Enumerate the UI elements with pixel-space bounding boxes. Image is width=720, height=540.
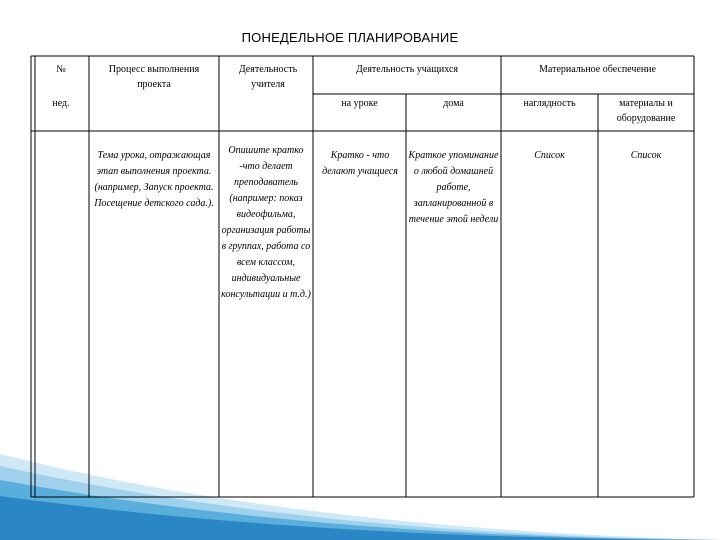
- cell-teacher-activity: Опишите кратко -что делает преподаватель (например: показ видеофильма, организация работы в группах, работа со всем классом, индивидуальные консультации и т.д.): [221, 145, 311, 300]
- header-student-lesson: на уроке: [341, 98, 378, 109]
- header-week: нед.: [52, 98, 70, 109]
- cell-materials-equipment: Список: [630, 150, 662, 161]
- header-student-activity: Деятельность учащихся: [355, 64, 459, 75]
- header-materials-equipment: материалы и оборудование: [616, 98, 676, 124]
- header-student-home: дома: [443, 98, 464, 109]
- page-title: ПОНЕДЕЛЬНОЕ ПЛАНИРОВАНИЕ: [241, 30, 459, 45]
- header-number: №: [56, 64, 66, 75]
- cell-student-lesson: Кратко - что делают учащиеся: [322, 150, 398, 177]
- cell-student-home: Краткое упоминание о любой домашней работе, запланированной в течение этой недели: [408, 150, 499, 225]
- header-materials-visual: наглядность: [523, 98, 576, 109]
- cell-process: Тема урока, отражающая этап выполнения проекта. (например, Запуск проекта. Посещение детского сада.).: [94, 150, 214, 209]
- cell-materials-visual: Список: [534, 150, 565, 161]
- header-materials: Материальное обеспечение: [539, 64, 656, 75]
- header-process: Процесс выполнения проекта: [108, 64, 200, 90]
- header-teacher-activity: Деятельность учителя: [238, 64, 298, 90]
